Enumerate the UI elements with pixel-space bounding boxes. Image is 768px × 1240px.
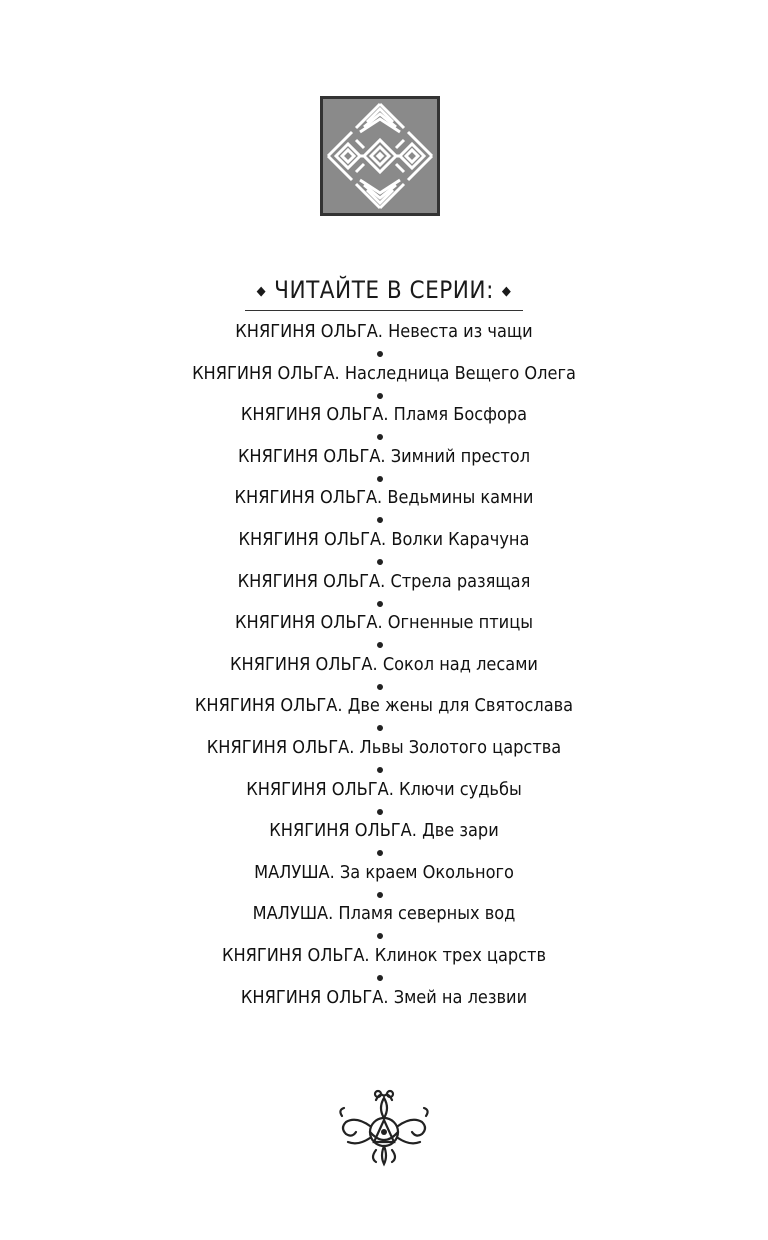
- book-title: Пламя северных вод: [338, 903, 516, 925]
- bullet-separator-icon: [377, 434, 383, 440]
- book-title: Львы Золотого царства: [359, 736, 562, 758]
- bullet-separator-icon: [377, 476, 383, 482]
- bullet-separator-icon: [377, 559, 383, 565]
- book-title: Ведьмины камни: [387, 487, 534, 509]
- book-series-name: КНЯГИНЯ ОЛЬГА.: [194, 695, 343, 717]
- book-entry: [269, 817, 498, 845]
- bullet-separator-icon: [377, 393, 383, 399]
- book-list-item: [0, 859, 768, 901]
- book-list-item: [0, 484, 768, 526]
- book-series-name: КНЯГИНЯ ОЛЬГА.: [235, 321, 383, 342]
- bullet-separator-icon: [377, 975, 383, 981]
- book-title: За краем Окольного: [339, 861, 514, 883]
- book-entry: [230, 651, 538, 679]
- book-entry: [254, 859, 514, 887]
- book-series-name: МАЛУША.: [252, 903, 334, 925]
- series-heading: [245, 276, 524, 311]
- book-entry: [241, 401, 527, 429]
- book-title: Волки Карачуна: [391, 528, 530, 550]
- book-entry: [239, 526, 530, 554]
- book-series-name: КНЯГИНЯ ОЛЬГА.: [246, 778, 394, 800]
- diamond-left-icon: ◆: [256, 283, 267, 299]
- book-title: Клинок трех царств: [374, 944, 547, 966]
- book-list-item: [0, 401, 768, 443]
- bullet-separator-icon: [377, 725, 383, 731]
- book-title: Две жены для Святослава: [347, 695, 574, 717]
- book-title: Зимний престол: [390, 445, 531, 467]
- slavic-geometric-emblem-icon: [320, 96, 440, 216]
- book-series-name: МАЛУША.: [254, 861, 335, 883]
- book-title: Сокол над лесами: [382, 653, 538, 675]
- diamond-right-icon: ◆: [501, 283, 512, 299]
- book-series-name: КНЯГИНЯ ОЛЬГА.: [238, 528, 387, 550]
- book-entry: [207, 734, 561, 762]
- bullet-separator-icon: [377, 351, 383, 357]
- book-series-name: КНЯГИНЯ ОЛЬГА.: [240, 404, 389, 426]
- book-entry: [235, 318, 532, 346]
- book-list-item: [0, 443, 768, 485]
- book-title: Пламя Босфора: [393, 404, 528, 426]
- book-entry: [192, 360, 576, 388]
- book-series-name: КНЯГИНЯ ОЛЬГА.: [221, 944, 370, 966]
- book-series-name: КНЯГИНЯ ОЛЬГА.: [234, 612, 383, 634]
- book-series-name: КНЯГИНЯ ОЛЬГА.: [240, 986, 389, 1008]
- book-title: Огненные птицы: [387, 612, 534, 634]
- book-series-name: КНЯГИНЯ ОЛЬГА.: [206, 736, 355, 758]
- book-series-name: КНЯГИНЯ ОЛЬГА.: [237, 445, 386, 467]
- bullet-separator-icon: [377, 642, 383, 648]
- book-list-item: [0, 568, 768, 610]
- bullet-separator-icon: [377, 850, 383, 856]
- book-list-item: [0, 318, 768, 360]
- book-entry: [241, 984, 527, 1012]
- book-list-item: [0, 651, 768, 693]
- book-list-item: [0, 942, 768, 984]
- book-list-item: [0, 734, 768, 776]
- book-series-name: КНЯГИНЯ ОЛЬГА.: [234, 487, 383, 509]
- series-heading-wrap: [0, 276, 768, 311]
- book-entry: [238, 443, 530, 471]
- book-title: Ключи судьбы: [399, 778, 522, 800]
- book-title: Невеста из чащи: [388, 321, 533, 342]
- bullet-separator-icon: [377, 933, 383, 939]
- bullet-separator-icon: [377, 601, 383, 607]
- bullet-separator-icon: [377, 892, 383, 898]
- bullet-separator-icon: [377, 809, 383, 815]
- book-list-item: [0, 900, 768, 942]
- book-list-item: [0, 692, 768, 734]
- book-list-item: [0, 360, 768, 402]
- book-title: Змей на лезвии: [393, 986, 528, 1008]
- book-entry: [253, 900, 516, 928]
- book-entry: [195, 692, 573, 720]
- book-entry: [238, 568, 531, 596]
- floral-knot-ornament-icon: [334, 1086, 434, 1168]
- book-title: Стрела разящая: [390, 570, 531, 592]
- bullet-separator-icon: [377, 767, 383, 773]
- bullet-separator-icon: [377, 684, 383, 690]
- bullet-separator-icon: [377, 517, 383, 523]
- series-heading-text: ЧИТАЙТЕ В СЕРИИ:: [274, 276, 494, 304]
- book-list-item: [0, 526, 768, 568]
- book-series-name: КНЯГИНЯ ОЛЬГА.: [192, 362, 340, 384]
- book-list-item: [0, 984, 768, 1026]
- book-list: [0, 318, 768, 1025]
- book-series-name: КНЯГИНЯ ОЛЬГА.: [269, 820, 417, 842]
- book-entry: [235, 609, 533, 637]
- book-list-item: [0, 609, 768, 651]
- book-entry: [235, 484, 534, 512]
- book-list-item: [0, 776, 768, 818]
- book-list-item: [0, 817, 768, 859]
- book-series-name: КНЯГИНЯ ОЛЬГА.: [230, 653, 378, 675]
- book-series-name: КНЯГИНЯ ОЛЬГА.: [237, 570, 386, 592]
- book-title: Наследница Вещего Олега: [344, 362, 576, 384]
- book-entry: [222, 942, 546, 970]
- book-entry: [246, 776, 522, 804]
- book-title: Две зари: [422, 820, 499, 842]
